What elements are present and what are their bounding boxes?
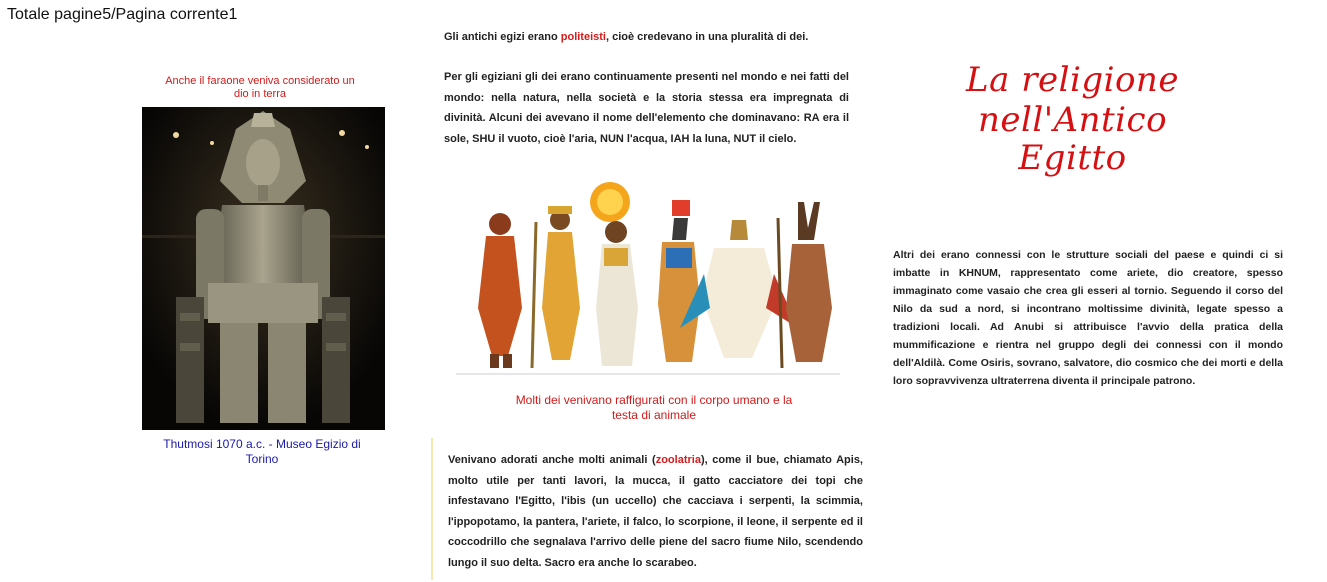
polytheism-text-end: , cioè credevano in una pluralità di dei.	[605, 31, 809, 43]
zoolatry-text-end: ), come il bue, chiamato Apis, molto utile per tanti lavori, la mucca, il gatto cacciatore dei topi che infestavano l'Egitto, l'ibis (un uccello) che cacciava i serpenti, la scimmia, l'ippopotamo, la pantera, l'ariete, il falco, lo scorpione, il leone, il serpente ed il coccodrillo che segnalava l'arrivo delle piene del sacro fiume Nilo, scendendo lungo il suo delta. Sacro era anche lo scarabeo.	[448, 454, 863, 569]
total-pages-value: 5	[102, 6, 112, 23]
page-title-line-1: La religione nell'Antico	[966, 60, 1179, 140]
gods-illustration-caption: Molti dei venivano raffigurati con il corpo umano e la testa di animale	[515, 393, 793, 422]
zoolatry-highlight: zoolatria	[655, 454, 701, 466]
pharaoh-caption: Anche il faraone veniva considerato un dio in terra	[165, 75, 355, 100]
egyptian-gods-illustration	[448, 178, 848, 378]
gods-nature-paragraph: Per gli egiziani gli dei erano continuamente presenti nel mondo e nei fatti del mondo: nella natura, nella società e la storia stessa era impregnata di divinità. Alcuni dei avevano il nome dell'elemento che dominavano: RA era il sole, SHU il vuoto, cioè l'aria, NUN l'acqua, IAH la luna, NUT il cielo.	[444, 71, 849, 145]
statue-caption: Thutmosi 1070 a.c. - Museo Egizio di Torino	[163, 437, 361, 466]
page-separator: /	[111, 6, 116, 23]
current-page-label: Pagina corrente	[115, 6, 229, 23]
total-pages-label: Totale pagine	[7, 6, 103, 23]
zoolatry-paragraph	[448, 450, 863, 573]
decorative-rule	[431, 438, 433, 580]
other-gods-paragraph: Altri dei erano connessi con le strutture sociali del paese e quindi ci si imbatte in KHNUM, rappresentato come ariete, dio creatore, spesso immaginato come vasaio che crea gli esseri al tornio. Seguendo il corso del Nilo da sud a nord, si incontrano moltissime divinità, legate spesso a tradizioni locali. Ad Anubi si attribuisce l'avvio della pratica della mummificazione e rientra nel gruppo degli dei connessi con il mondo dell'Aldilà. Come Osiris, sovrano, salvatore, dio cosmico che dei morti e della loro sopravvivenza ultraterrena diventa il principale patrono.	[893, 249, 1283, 387]
current-page-value: 1	[228, 6, 238, 23]
polytheism-paragraph	[444, 27, 849, 48]
polytheism-text-start: Gli antichi egizi erano	[444, 31, 561, 43]
page-counter	[7, 6, 237, 24]
zoolatry-text-start: Venivano adorati anche molti animali (	[448, 454, 656, 466]
page-title-line-2: Egitto	[1018, 138, 1127, 178]
polytheism-highlight: politeisti	[560, 31, 606, 43]
gods-figures	[448, 178, 848, 378]
thutmose-statue-image	[142, 107, 385, 430]
statue-illustration	[142, 107, 385, 430]
